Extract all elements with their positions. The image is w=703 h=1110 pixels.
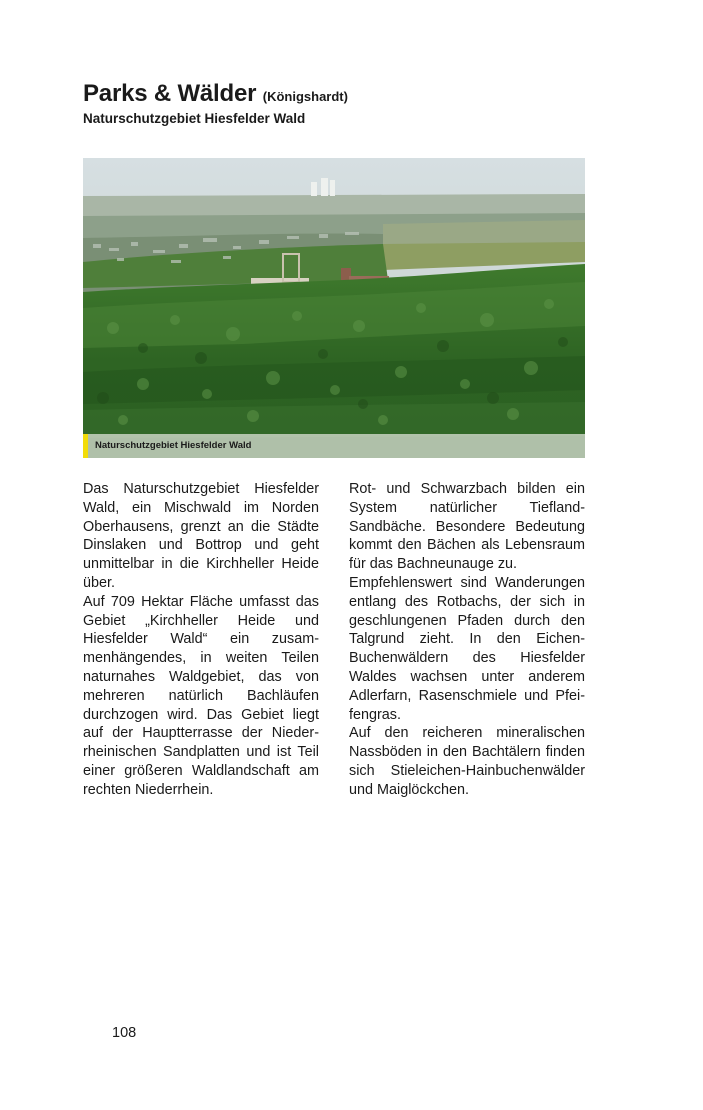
title-main: Parks & Wälder bbox=[83, 80, 257, 107]
paragraph: Das Naturschutzgebiet Hiesfelder Wald, ein Mischwald im Norden Oberhausens, grenzt an die Städte Dinslaken und Bottrop und geht unmittelbar in die Kirchheller Heide über. bbox=[83, 481, 319, 591]
page-subtitle: Naturschutzgebiet Hiesfelder Wald bbox=[83, 111, 306, 126]
paragraph: Auf den reicheren mineralischen Nassböden in den Bachtälern finden sich Stieleichen-Hainbuchenwälder und Maiglöckchen. bbox=[349, 725, 585, 798]
forest-aerial-photo bbox=[83, 158, 585, 458]
photo-caption: Naturschutzgebiet Hiesfelder Wald bbox=[95, 440, 252, 451]
aerial-landscape-illustration bbox=[83, 158, 585, 458]
caption-accent-stripe bbox=[83, 434, 88, 458]
paragraph: Auf 709 Hektar Fläche umfasst das Gebiet „Kirchheller Heide und Hiesfelder Wald“ ein zusammenhängendes, in weiten Teilen naturnahes Waldgebiet, das von mehreren natürlich Bachläufen durchzogen wird. Das Gebiet liegt auf der Hauptterrasse der Niederrheinischen Sandplatten und ist Teil einer größeren Waldlandschaft am rechten Niederrhein. bbox=[83, 593, 319, 798]
page-title bbox=[83, 79, 348, 112]
paragraph: Rot- und Schwarzbach bilden ein System natürlicher Tiefland-Sandbäche. Besondere Bedeutung kommt den Bächen als Lebensraum für das Bachneunauge zu. bbox=[349, 481, 585, 573]
page-number: 108 bbox=[112, 1025, 137, 1041]
body-text-left-column bbox=[83, 480, 319, 800]
photo-caption-bar bbox=[83, 434, 585, 458]
body-text-right-column bbox=[349, 480, 585, 800]
paragraph: Empfehlenswert sind Wanderungen entlang des Rotbachs, der sich in geschlungenen Pfaden durch den Talgrund zieht. In den Eichen-Buchenwäldern des Hiesfelder Waldes wachsen unter anderem Adlerfarn, Rasenschmiele und Pfeifengras. bbox=[349, 574, 585, 723]
title-suffix: (Königshardt) bbox=[262, 89, 348, 104]
